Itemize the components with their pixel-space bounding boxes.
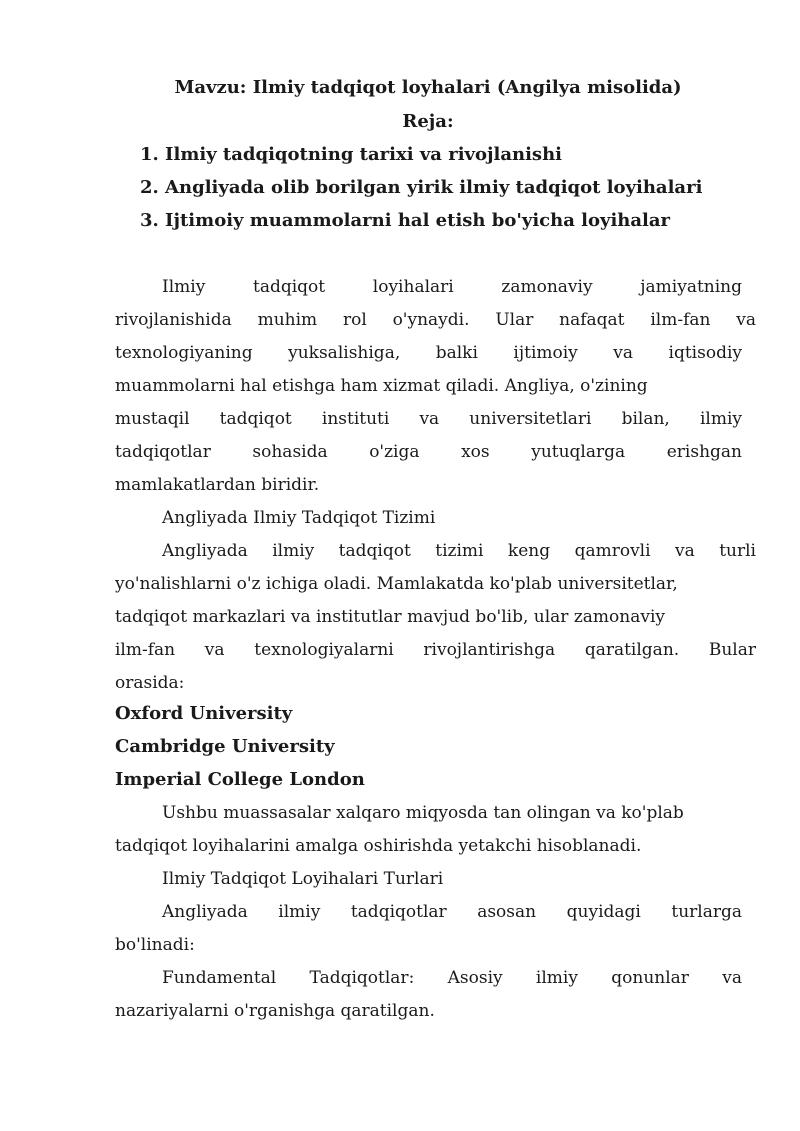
paragraph-2-line-3: tadqiqot markazlari va institutlar mavjud bo'lib, ular zamonaviy xyxy=(115,607,666,627)
section-heading-2: Ilmiy Tadqiqot Loyihalari Turlari xyxy=(162,869,444,889)
paragraph-3-line-1: Ushbu muassasalar xalqaro miqyosda tan olingan va ko'plab xyxy=(162,803,684,823)
paragraph-2-line-1: Angliyada ilmiy tadqiqot tizimi keng qamrovli va turli xyxy=(162,541,756,561)
plan-label: Reja: xyxy=(402,111,454,132)
paragraph-4-line-2: bo'linadi: xyxy=(115,935,195,955)
paragraph-2-line-2: yo'nalishlarni o'z ichiga oladi. Mamlakatda ko'plab universitetlar, xyxy=(115,574,678,594)
university-imperial: Imperial College London xyxy=(115,769,365,790)
plan-item-2: 2. Angliyada olib borilgan yirik ilmiy tadqiqot loyihalari xyxy=(140,177,703,198)
paragraph-5-line-1: Fundamental Tadqiqotlar: Asosiy ilmiy qonunlar va xyxy=(162,968,742,988)
paragraph-1-line-4: muammolarni hal etishga ham xizmat qiladi. Angliya, o'zining xyxy=(115,376,648,396)
paragraph-3-line-2: tadqiqot loyihalarini amalga oshirishda yetakchi hisoblanadi. xyxy=(115,836,642,856)
document-title: Mavzu: Ilmiy tadqiqot loyhalari (Angilya misolida) xyxy=(174,77,682,98)
paragraph-1-line-7: mamlakatlardan biridir. xyxy=(115,475,320,495)
paragraph-5-line-2: nazariyalarni o'rganishga qaratilgan. xyxy=(115,1001,435,1021)
paragraph-1-line-6: tadqiqotlar sohasida o'ziga xos yutuqlarga erishgan xyxy=(115,442,742,462)
paragraph-1-line-1: Ilmiy tadqiqot loyihalari zamonaviy jamiyatning xyxy=(162,277,742,297)
university-cambridge: Cambridge University xyxy=(115,736,335,757)
plan-item-3: 3. Ijtimoiy muammolarni hal etish bo'yicha loyihalar xyxy=(140,210,671,231)
paragraph-1-line-5: mustaqil tadqiqot instituti va universitetlari bilan, ilmiy xyxy=(115,409,742,429)
paragraph-1-line-2: rivojlanishida muhim rol o'ynaydi. Ular nafaqat ilm-fan va xyxy=(115,310,756,330)
section-heading-1: Angliyada Ilmiy Tadqiqot Tizimi xyxy=(162,508,436,528)
paragraph-1-line-3: texnologiyaning yuksalishiga, balki ijtimoiy va iqtisodiy xyxy=(115,343,742,363)
plan-item-1: 1. Ilmiy tadqiqotning tarixi va rivojlanishi xyxy=(140,144,562,165)
university-oxford: Oxford University xyxy=(115,703,293,724)
paragraph-4-line-1: Angliyada ilmiy tadqiqotlar asosan quyidagi turlarga xyxy=(162,902,742,922)
paragraph-2-line-4: ilm-fan va texnologiyalarni rivojlantirishga qaratilgan. Bular xyxy=(115,640,756,660)
paragraph-2-line-5: orasida: xyxy=(115,673,185,693)
